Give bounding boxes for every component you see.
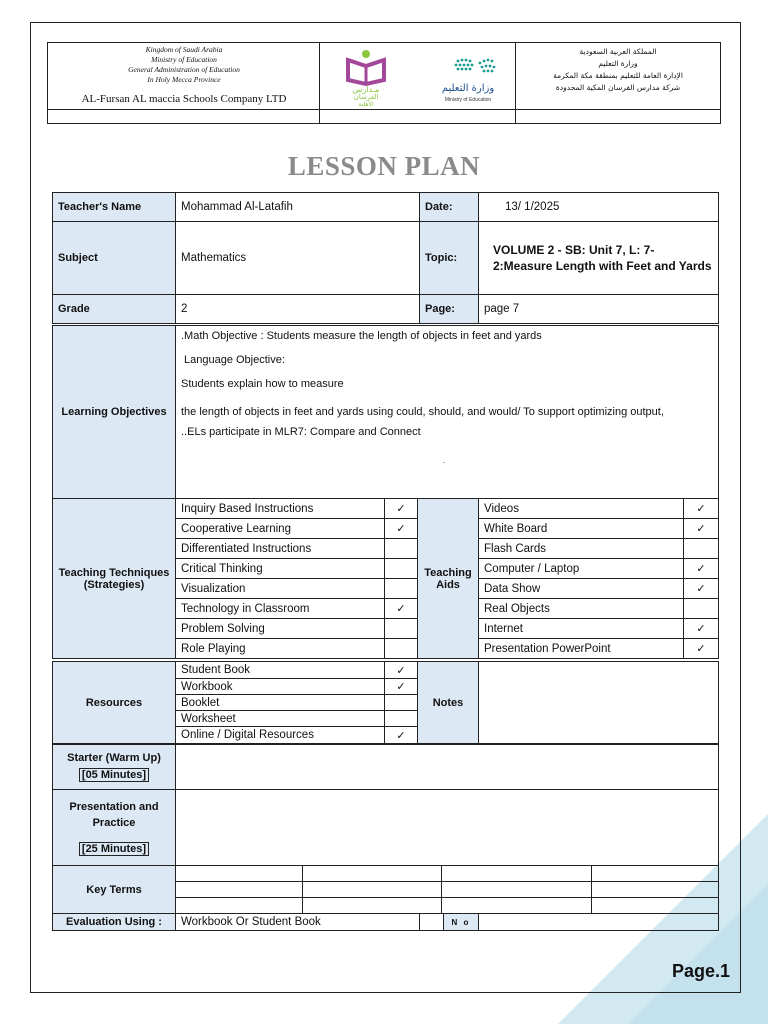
- aid-check[interactable]: ✓: [684, 619, 719, 639]
- en-line: Ministry of Education: [151, 55, 217, 64]
- technique-item: Differentiated Instructions: [176, 539, 385, 559]
- ministry-logo: [418, 51, 512, 107]
- document-header: [47, 42, 721, 124]
- aid-check[interactable]: [684, 599, 719, 619]
- ministry-logo-text: وزارة التعليم: [441, 83, 495, 94]
- key-term-cell[interactable]: [592, 898, 719, 914]
- techniques-label: Teaching Techniques (Strategies): [53, 499, 176, 659]
- starter-content[interactable]: [176, 745, 719, 790]
- resource-check[interactable]: ✓: [385, 727, 418, 744]
- page-title: LESSON PLAN: [287, 151, 481, 181]
- ar-line: الإدارة العامة للتعليم بمنطقة مكة المكرمة: [553, 71, 683, 80]
- topic-label: Topic:: [420, 222, 479, 295]
- header-divider: [48, 109, 720, 110]
- date-label: Date:: [420, 193, 479, 222]
- page-number: Page.1: [671, 961, 730, 981]
- key-term-cell[interactable]: [442, 882, 592, 898]
- resource-item: Worksheet: [176, 711, 385, 727]
- ar-line: شركة مدارس الفرسان المكية المحدودة: [555, 83, 681, 92]
- school-logo-text: الفرسان: [353, 93, 379, 101]
- grade-value: 2: [176, 295, 420, 324]
- header-english: [48, 43, 320, 123]
- page-value: page 7: [479, 295, 719, 324]
- technique-item: Problem Solving: [176, 619, 385, 639]
- technique-check[interactable]: ✓: [385, 519, 418, 539]
- key-term-cell[interactable]: [176, 882, 303, 898]
- technique-check[interactable]: ✓: [385, 599, 418, 619]
- school-logo-text: مـدارس: [352, 85, 380, 94]
- date-value: 13/ 1/2025: [479, 193, 719, 222]
- objectives-content: [176, 326, 719, 499]
- objective-line: Language Objective:: [184, 354, 285, 366]
- aids-label: Teaching Aids: [418, 499, 479, 659]
- objective-line: .Math Objective : Students measure the length of objects in feet and yards: [181, 330, 542, 342]
- company-name: AL-Fursan AL maccia Schools Company LTD: [81, 93, 287, 105]
- technique-check[interactable]: [385, 559, 418, 579]
- key-term-cell[interactable]: [176, 866, 303, 882]
- teacher-value: Mohammad Al-Latafih: [176, 193, 420, 222]
- resource-item: Workbook: [176, 679, 385, 695]
- header-logos: [320, 43, 516, 123]
- notes-label: Notes: [418, 662, 479, 744]
- key-term-cell[interactable]: [303, 866, 442, 882]
- evaluation-table: [52, 913, 719, 931]
- aid-check[interactable]: ✓: [684, 499, 719, 519]
- aid-check[interactable]: ✓: [684, 639, 719, 659]
- subject-label: Subject: [53, 222, 176, 295]
- aid-item: Data Show: [479, 579, 684, 599]
- resource-item: Booklet: [176, 695, 385, 711]
- aid-check[interactable]: [684, 539, 719, 559]
- resource-item: Online / Digital Resources: [176, 727, 385, 744]
- technique-check[interactable]: [385, 539, 418, 559]
- objectives-table: [52, 325, 719, 499]
- aid-item: Presentation PowerPoint: [479, 639, 684, 659]
- key-term-cell[interactable]: [592, 882, 719, 898]
- ar-line: المملكة العربية السعودية: [579, 47, 657, 56]
- techniques-table: [52, 498, 719, 659]
- en-line: In Holy Mecca Province: [147, 75, 221, 84]
- key-term-cell[interactable]: [303, 898, 442, 914]
- technique-item: Technology in Classroom: [176, 599, 385, 619]
- resource-check[interactable]: [385, 711, 418, 727]
- objective-line: Students explain how to measure: [181, 378, 344, 390]
- ar-line: وزارة التعليم: [598, 59, 638, 68]
- key-terms-label: Key Terms: [53, 866, 176, 914]
- aid-item: Flash Cards: [479, 539, 684, 559]
- topic-value: VOLUME 2 - SB: Unit 7, L: 7-2:Measure Length with Feet and Yards: [479, 222, 719, 295]
- technique-check[interactable]: [385, 639, 418, 659]
- subject-value: Mathematics: [176, 222, 420, 295]
- en-line: Kingdom of Saudi Arabia: [145, 45, 223, 54]
- key-term-cell[interactable]: [592, 866, 719, 882]
- aid-item: Internet: [479, 619, 684, 639]
- lesson-info-table: [52, 192, 719, 324]
- notes-field[interactable]: [479, 662, 719, 744]
- evaluation-label: Evaluation Using :: [53, 914, 176, 931]
- key-terms-table: [52, 865, 719, 914]
- ministry-logo-subtext: Ministry of Education: [444, 97, 492, 103]
- evaluation-value: Workbook Or Student Book: [176, 914, 420, 931]
- technique-item: Inquiry Based Instructions: [176, 499, 385, 519]
- aid-check[interactable]: ✓: [684, 519, 719, 539]
- technique-check[interactable]: [385, 579, 418, 599]
- school-logo-text: الأهلية: [358, 101, 374, 106]
- key-term-cell[interactable]: [176, 898, 303, 914]
- presentation-content[interactable]: [176, 790, 719, 866]
- resource-item: Student Book: [176, 662, 385, 679]
- technique-item: Visualization: [176, 579, 385, 599]
- aid-item: Computer / Laptop: [479, 559, 684, 579]
- resources-label: Resources: [53, 662, 176, 744]
- aid-item: Real Objects: [479, 599, 684, 619]
- header-arabic: [516, 43, 720, 123]
- technique-check[interactable]: ✓: [385, 499, 418, 519]
- en-line: General Administration of Education: [128, 65, 240, 74]
- evaluation-extra[interactable]: [479, 914, 719, 931]
- objectives-label: Learning Objectives: [53, 326, 176, 499]
- evaluation-mark: N o: [444, 914, 479, 931]
- key-term-cell[interactable]: [442, 898, 592, 914]
- grade-label: Grade: [53, 295, 176, 324]
- teacher-label: Teacher's Name: [53, 193, 176, 222]
- resources-table: [52, 661, 719, 744]
- evaluation-spacer: [420, 914, 444, 931]
- aid-check[interactable]: ✓: [684, 579, 719, 599]
- presentation-label: Presentation and Practice [25 Minutes]: [53, 790, 176, 866]
- aid-item: White Board: [479, 519, 684, 539]
- resource-check[interactable]: ✓: [385, 679, 418, 695]
- starter-label: Starter (Warm Up) [05 Minutes]: [53, 745, 176, 790]
- page-label: Page:: [420, 295, 479, 324]
- technique-check[interactable]: [385, 619, 418, 639]
- procedure-table: [52, 744, 719, 866]
- school-logo: [330, 48, 410, 106]
- key-term-cell[interactable]: [303, 882, 442, 898]
- objective-line: the length of objects in feet and yards using could, should, and would/ To support optimizing output,: [181, 406, 664, 418]
- objective-line: ..ELs participate in MLR7: Compare and Connect: [181, 426, 421, 438]
- technique-item: Cooperative Learning: [176, 519, 385, 539]
- aid-item: Videos: [479, 499, 684, 519]
- resource-check[interactable]: ✓: [385, 662, 418, 679]
- starter-time: [05 Minutes]: [79, 768, 149, 782]
- aid-check[interactable]: ✓: [684, 559, 719, 579]
- technique-item: Critical Thinking: [176, 559, 385, 579]
- technique-item: Role Playing: [176, 639, 385, 659]
- key-term-cell[interactable]: [442, 866, 592, 882]
- presentation-time: [25 Minutes]: [79, 842, 149, 856]
- resource-check[interactable]: [385, 695, 418, 711]
- objective-line: .: [443, 456, 446, 465]
